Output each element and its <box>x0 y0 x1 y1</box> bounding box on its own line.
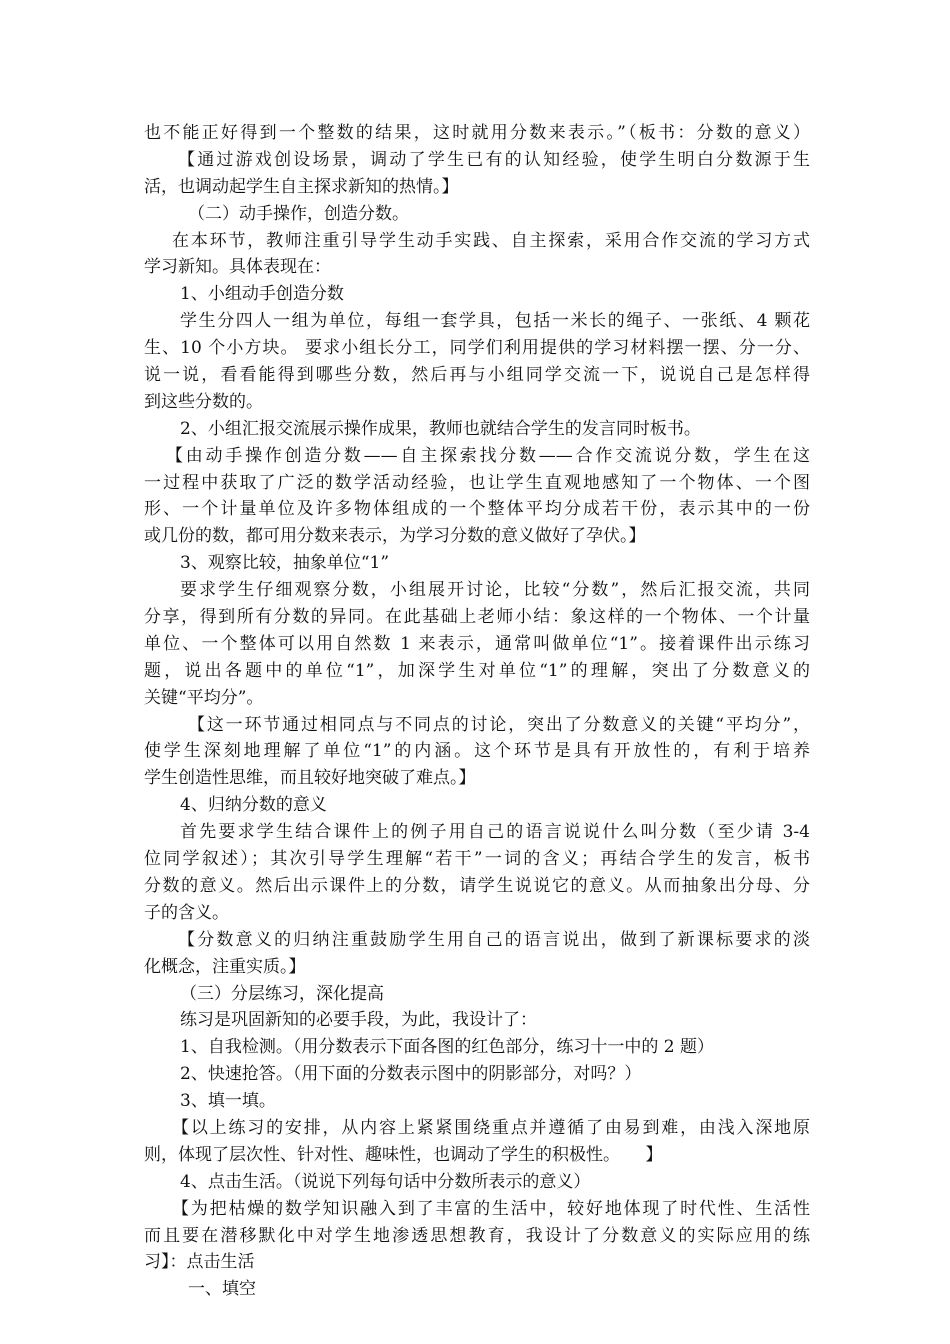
exercise-item: 2、快速抢答。（用下面的分数表示图中的阴影部分，对吗？） <box>180 1064 642 1085</box>
paragraph-line: 分数的意义。然后出示课件上的分数，请学生说说它的意义。从而抽象出分母、分 <box>144 875 810 896</box>
paragraph-line: 形、一个计量单位及许多物体组成的一个整体平均分成若干份，表示其中的一份 <box>144 499 810 520</box>
subheading: 2、小组汇报交流展示操作成果，教师也就结合学生的发言同时板书。 <box>180 418 701 439</box>
exercise-item: 4、点击生活。（说说下列每句话中分数所表示的意义） <box>180 1171 591 1192</box>
paragraph-line: 学习新知。具体表现在： <box>144 257 331 278</box>
paragraph-line: 在本环节，教师注重引导学生动手实践、自主探索，采用合作交流的学习方式 <box>172 230 810 251</box>
paragraph-line: 练习是巩固新知的必要手段，为此，我设计了： <box>180 1010 537 1031</box>
paragraph-line: 【以上练习的安排，从内容上紧紧围绕重点并遵循了由易到难，由浅入深地原 <box>172 1117 810 1138</box>
exercise-item: 3、填一填。 <box>180 1091 276 1112</box>
subheading: 4、归纳分数的意义 <box>180 795 327 816</box>
section-heading: （二）动手操作，创造分数。 <box>188 203 409 224</box>
subheading: 3、观察比较，抽象单位“1” <box>180 553 390 574</box>
paragraph-line: 习】：点击生活 <box>144 1252 255 1273</box>
paragraph-line: 首先要求学生结合课件上的例子用自己的语言说说什么叫分数（至少请 3-4 <box>180 822 810 843</box>
paragraph-line: 使学生深刻地理解了单位“1”的内涵。这个环节是具有开放性的，有利于培养 <box>144 741 810 762</box>
paragraph-line: 学生分四人一组为单位，每组一套学具，包括一米长的绳子、一张纸、4 颗花 <box>180 311 810 332</box>
paragraph-line: 【为把枯燥的数学知识融入到了丰富的生活中，较好地体现了时代性、生活性 <box>172 1198 810 1219</box>
paragraph-line: 活，也调动起学生自主探求新知的热情。】 <box>144 176 459 197</box>
document-body <box>144 120 810 1303</box>
paragraph-line: 【分数意义的归纳注重鼓励学生用自己的语言说出，做到了新课标要求的淡 <box>178 929 810 950</box>
paragraph-line: 单位、一个整体可以用自然数 1 来表示，通常叫做单位“1”。接着课件出示练习 <box>144 633 810 654</box>
paragraph-line: 则，体现了层次性、针对性、趣味性，也调动了学生的积极性。 】 <box>144 1144 663 1165</box>
paragraph-line: 化概念，注重实质。】 <box>144 956 306 977</box>
paragraph-line: 到这些分数的。 <box>144 391 263 412</box>
paragraph-line: 说一说，看看能得到哪些分数，然后再与小组同学交流一下，说说自己是怎样得 <box>144 365 810 386</box>
paragraph-line: 生、10 个小方块。 要求小组长分工，同学们利用提供的学习材料摆一摆、分一分、 <box>144 338 810 359</box>
paragraph-line: 分享，得到所有分数的异同。在此基础上老师小结：象这样的一个物体、一个计量 <box>144 607 810 628</box>
paragraph-line: 【这一环节通过相同点与不同点的讨论，突出了分数意义的关键“平均分”， <box>188 714 810 735</box>
paragraph-line: 【由动手操作创造分数——自主探索找分数——合作交流说分数，学生在这 <box>166 445 810 466</box>
paragraph-line: 也不能正好得到一个整数的结果，这时就用分数来表示。”（板书：分数的意义） <box>144 123 810 143</box>
paragraph-line: 题，说出各题中的单位“1”，加深学生对单位“1”的理解，突出了分数意义的 <box>144 660 810 681</box>
paragraph-line: 要求学生仔细观察分数，小组展开讨论，比较“分数”，然后汇报交流，共同 <box>180 580 810 601</box>
paragraph-line: 【通过游戏创设场景，调动了学生已有的认知经验，使学生明白分数源于生 <box>178 149 810 170</box>
paragraph-line: 位同学叙述）；其次引导学生理解“若干”一词的含义；再结合学生的发言，板书 <box>144 849 810 870</box>
subheading: 1、小组动手创造分数 <box>180 284 344 305</box>
paragraph-line: 子的含义。 <box>144 902 229 923</box>
exercise-item: 1、自我检测。（用分数表示下面各图的红色部分，练习十一中的 2 题） <box>180 1037 714 1058</box>
section-heading: 一、填空 <box>188 1279 256 1300</box>
paragraph-line: 一过程中获取了广泛的数学活动经验，也让学生直观地感知了一个物体、一个图 <box>144 472 810 493</box>
paragraph-line: 而且要在潜移默化中对学生地渗透思想教育，我设计了分数意义的实际应用的练 <box>144 1225 810 1246</box>
paragraph-line: 学生创造性思维，而且较好地突破了难点。】 <box>144 768 476 789</box>
section-heading: （三）分层练习，深化提高 <box>180 983 384 1004</box>
paragraph-line: 关键“平均分”。 <box>144 687 264 708</box>
paragraph-line: 或几份的数，都可用分数来表示，为学习分数的意义做好了孕伏。】 <box>144 526 646 547</box>
